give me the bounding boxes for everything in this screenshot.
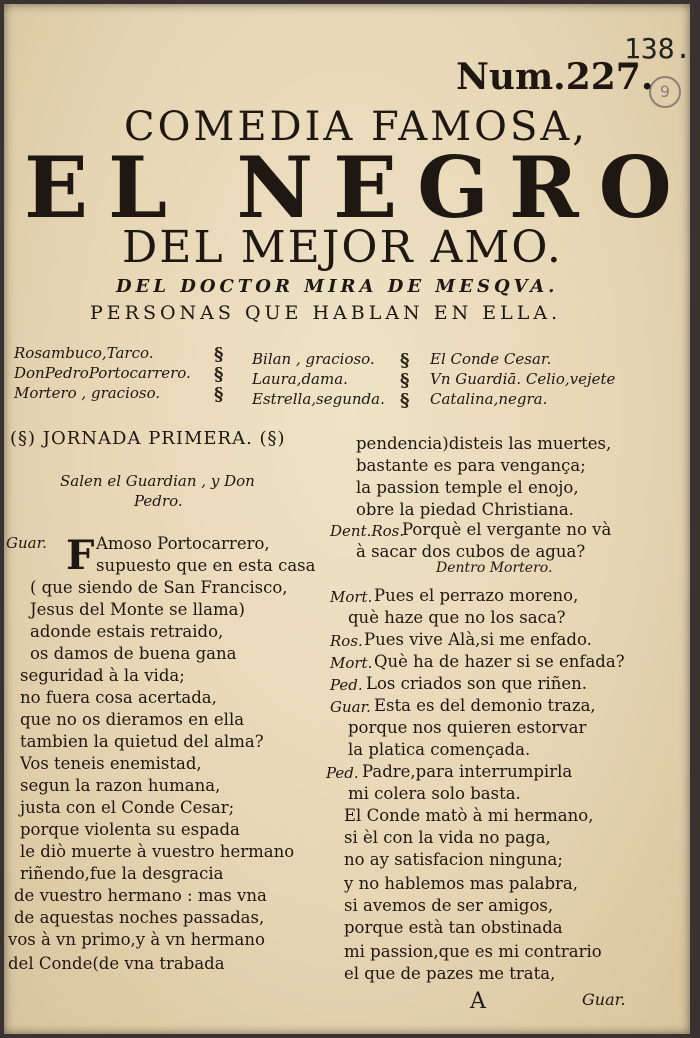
verse-line: Pues vive Alà,si me enfado. <box>364 630 592 649</box>
verse-line: no fuera cosa acertada, <box>20 688 217 707</box>
verse-line: Pues el perrazo moreno, <box>374 586 579 605</box>
play-number: Num.227. <box>456 56 654 98</box>
verse-line: Què ha de hazer si se enfada? <box>374 652 625 671</box>
catchword: Guar. <box>582 990 626 1009</box>
ornament-icon: § <box>214 384 224 405</box>
title-line-2: EL NEGRO <box>24 138 692 237</box>
ornament-icon: § <box>214 364 224 385</box>
verse-line: Vos teneis enemistad, <box>20 754 202 773</box>
verse-line: mi colera solo basta. <box>348 784 521 803</box>
personas-heading: PERSONAS QUE HABLAN EN ELLA. <box>90 302 562 324</box>
verse-line: à sacar dos cubos de agua? <box>356 542 586 561</box>
verse-line: Amoso Portocarrero, <box>96 534 270 553</box>
verse-line: que no os dieramos en ella <box>20 710 245 729</box>
verse-line: adonde estais retraido, <box>30 622 224 641</box>
verse-line: supuesto que en esta casa <box>96 556 316 575</box>
stage-direction: Pedro. <box>134 492 183 510</box>
cast-item: Bilan , gracioso. <box>252 350 375 368</box>
verse-line: porque nos quieren estorvar <box>348 718 587 737</box>
title-line-1: COMEDIA FAMOSA, <box>124 104 588 150</box>
verse-line: tambien la quietud del alma? <box>20 732 264 751</box>
verse-line: obre la piedad Christiana. <box>356 500 574 519</box>
cast-item: DonPedroPortocarrero. <box>14 364 191 382</box>
verse-line: la platica començada. <box>348 740 531 759</box>
verse-line: Porquè el vergante no và <box>402 520 612 539</box>
cast-item: Mortero , gracioso. <box>14 384 161 402</box>
verse-line: vos à vn primo,y à vn hermano <box>8 930 265 949</box>
verse-line: del Conde(de vna trabada <box>8 954 225 973</box>
cast-item: Laura,dama. <box>252 370 348 388</box>
verse-line: porque està tan obstinada <box>344 918 563 937</box>
speaker-label: Dent.Ros. <box>330 522 405 540</box>
jornada-heading: (§) JORNADA PRIMERA. (§) <box>10 428 286 449</box>
speaker-label: Mort. <box>330 654 373 672</box>
verse-line: de vuestro hermano : mas vna <box>14 886 267 905</box>
verse-line: segun la razon humana, <box>20 776 221 795</box>
speaker-label: Ped. <box>330 676 363 694</box>
speaker-label: Ped. <box>326 764 359 782</box>
verse-line: el que de pazes me trata, <box>344 964 556 983</box>
verse-line: y no hablemos mas palabra, <box>344 874 578 893</box>
verse-line: Padre,para interrumpirla <box>362 762 573 781</box>
verse-line: Los criados son que riñen. <box>366 674 587 693</box>
verse-line: pendencia)disteis las muertes, <box>356 434 612 453</box>
stage-direction: Salen el Guardian , y Don <box>60 472 255 490</box>
stage-direction: Dentro Mortero. <box>436 560 553 576</box>
verse-line: seguridad à la vida; <box>20 666 185 685</box>
cast-item: Vn Guardiā. Celio,vejete <box>430 370 616 388</box>
ornament-icon: § <box>400 370 410 391</box>
verse-line: no ay satisfacion ninguna; <box>344 850 563 869</box>
verse-line: Esta es del demonio traza, <box>374 696 596 715</box>
verse-line: riñendo,fue la desgracia <box>20 864 224 883</box>
verse-line: porque violenta su espada <box>20 820 240 839</box>
cast-item: El Conde Cesar. <box>430 350 552 368</box>
drop-cap: F <box>66 532 95 579</box>
verse-line: la passion temple el enojo, <box>356 478 579 497</box>
verse-line: El Conde matò à mi hermano, <box>344 806 594 825</box>
speaker-label: Guar. <box>330 698 371 716</box>
verse-line: si èl con la vida no paga, <box>344 828 551 847</box>
handwritten-folio-number: 138. <box>624 32 692 65</box>
author-line: DEL DOCTOR MIRA DE MESQVA. <box>116 276 559 297</box>
speaker-label: Guar. <box>6 534 47 552</box>
verse-line: justa con el Conde Cesar; <box>20 798 235 817</box>
verse-line: bastante es para vengança; <box>356 456 586 475</box>
cast-item: Catalina,negra. <box>430 390 548 408</box>
ornament-icon: § <box>400 350 410 371</box>
cast-item: Estrella,segunda. <box>252 390 385 408</box>
ornament-icon: § <box>400 390 410 411</box>
book-page <box>4 4 690 1034</box>
cast-item: Rosambuco,Tarco. <box>14 344 154 362</box>
verse-line: si avemos de ser amigos, <box>344 896 554 915</box>
verse-line: mi passion,que es mi contrario <box>344 942 602 961</box>
signature-mark: A <box>470 989 486 1014</box>
circled-number: 9 <box>649 76 681 108</box>
speaker-label: Mort. <box>330 588 373 606</box>
verse-line: le diò muerte à vuestro hermano <box>20 842 295 861</box>
verse-line: ( que siendo de San Francisco, <box>30 578 288 597</box>
speaker-label: Ros. <box>330 632 363 650</box>
verse-line: Jesus del Monte se llama) <box>30 600 245 619</box>
title-line-3: DEL MEJOR AMO. <box>122 222 563 273</box>
verse-line: os damos de buena gana <box>30 644 237 663</box>
verse-line: què haze que no los saca? <box>348 608 566 627</box>
verse-line: de aquestas noches passadas, <box>14 908 265 927</box>
ornament-icon: § <box>214 344 224 365</box>
